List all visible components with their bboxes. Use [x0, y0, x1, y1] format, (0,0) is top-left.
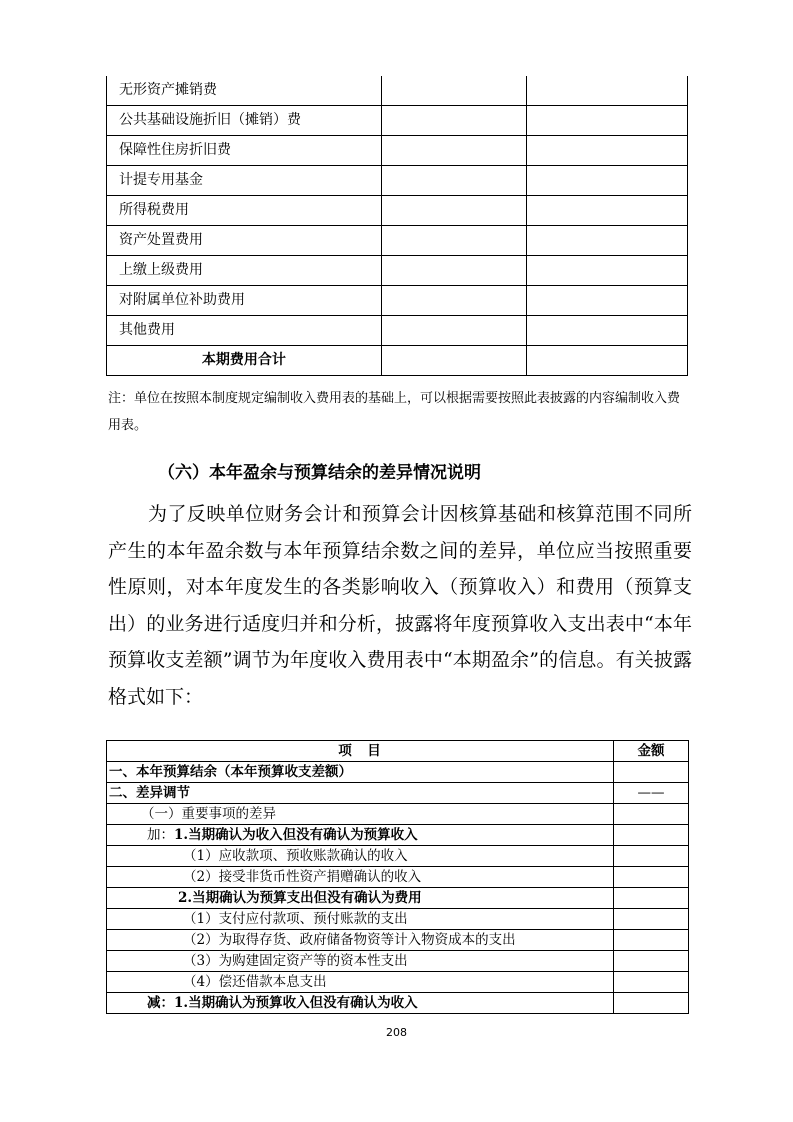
table-note: 注：单位在按照本制度规定编制收入费用表的基础上，可以根据需要按照此表披露的内容编制收入费用表。 [108, 391, 681, 433]
table-row [107, 196, 688, 226]
column-header-amount: 金额 [614, 741, 689, 762]
amount-cell [614, 909, 689, 930]
prior-period-cell [526, 346, 687, 376]
table-header-row [107, 741, 689, 762]
page-number: 208 [386, 1026, 407, 1039]
total-label: 本期费用合计 [107, 346, 382, 376]
reconciliation-table [106, 740, 689, 1014]
expense-item-label: 对附属单位补助费用 [107, 286, 382, 316]
amount-cell [614, 972, 689, 993]
amount-cell [614, 762, 689, 783]
row-prefix: 减： [147, 995, 174, 1011]
row-label [107, 993, 614, 1014]
table-row [107, 316, 688, 346]
table-row [107, 804, 689, 825]
table-row [107, 909, 689, 930]
amount-cell [614, 888, 689, 909]
amount-cell [614, 846, 689, 867]
row-label: （2）为取得存货、政府储备物资等计入物资成本的支出 [107, 930, 614, 951]
total-row [107, 346, 688, 376]
current-period-cell [381, 226, 526, 256]
prior-period-cell [526, 286, 687, 316]
prior-period-cell [526, 106, 687, 136]
prior-period-cell [526, 256, 687, 286]
amount-cell [614, 993, 689, 1014]
row-text: 1.当期确认为预算收入但没有确认为收入 [174, 995, 418, 1011]
table-row [107, 993, 689, 1014]
prior-period-cell [526, 196, 687, 226]
current-period-cell [381, 256, 526, 286]
expense-item-label: 保障性住房折旧费 [107, 136, 382, 166]
prior-period-cell [526, 166, 687, 196]
table-row [107, 762, 689, 783]
prior-period-cell [526, 76, 687, 106]
amount-cell [614, 951, 689, 972]
amount-cell [614, 825, 689, 846]
expense-item-label: 无形资产摊销费 [107, 76, 382, 106]
table-row [107, 286, 688, 316]
row-label: 一、本年预算结余（本年预算收支差额） [107, 762, 614, 783]
row-label: （4）偿还借款本息支出 [107, 972, 614, 993]
row-label: （1）支付应付款项、预付账款的支出 [107, 909, 614, 930]
expense-item-label: 上缴上级费用 [107, 256, 382, 286]
row-label [107, 825, 614, 846]
table-row [107, 106, 688, 136]
current-period-cell [381, 346, 526, 376]
amount-cell [614, 867, 689, 888]
amount-cell [614, 804, 689, 825]
table-row [107, 846, 689, 867]
table-row [107, 930, 689, 951]
row-label: （2）接受非货币性资产捐赠确认的收入 [107, 867, 614, 888]
column-header-item: 项 目 [107, 741, 614, 762]
body-paragraph: 为了反映单位财务会计和预算会计因核算基础和核算范围不同所产生的本年盈余数与本年预算结余数之间的差异，单位应当按照重要性原则，对本年度发生的各类影响收入（预算收入）和费用（预算支出）的业务进行适度归并和分析，披露将年度预算收入支出表中“本年预算收支差额”调节为年度收入费用表中“本期盈余”的信息。有关披露格式如下： [108, 503, 692, 708]
current-period-cell [381, 136, 526, 166]
table-row [107, 972, 689, 993]
table-row [107, 226, 688, 256]
row-label: （一）重要事项的差异 [107, 804, 614, 825]
amount-cell: —— [614, 783, 689, 804]
row-prefix: 加： [147, 827, 174, 843]
expense-item-label: 公共基础设施折旧（摊销）费 [107, 106, 382, 136]
expense-item-label: 其他费用 [107, 316, 382, 346]
row-label: （1）应收款项、预收账款确认的收入 [107, 846, 614, 867]
expense-item-label: 资产处置费用 [107, 226, 382, 256]
current-period-cell [381, 196, 526, 226]
amount-cell [614, 930, 689, 951]
expense-item-label: 计提专用基金 [107, 166, 382, 196]
table-row [107, 256, 688, 286]
current-period-cell [381, 316, 526, 346]
table-row [107, 783, 689, 804]
row-label: （3）为购建固定资产等的资本性支出 [107, 951, 614, 972]
prior-period-cell [526, 226, 687, 256]
prior-period-cell [526, 136, 687, 166]
row-label: 二、差异调节 [107, 783, 614, 804]
table-row [107, 867, 689, 888]
table-row [107, 951, 689, 972]
expense-table [106, 76, 688, 376]
expense-item-label: 所得税费用 [107, 196, 382, 226]
table-row [107, 825, 689, 846]
current-period-cell [381, 286, 526, 316]
section-heading: （六）本年盈余与预算结余的差异情况说明 [158, 463, 481, 483]
current-period-cell [381, 76, 526, 106]
prior-period-cell [526, 316, 687, 346]
row-label: 2.当期确认为预算支出但没有确认为费用 [107, 888, 614, 909]
table-row [107, 166, 688, 196]
current-period-cell [381, 166, 526, 196]
row-text: 1.当期确认为收入但没有确认为预算收入 [174, 827, 418, 843]
table-row [107, 76, 688, 106]
current-period-cell [381, 106, 526, 136]
table-row [107, 888, 689, 909]
table-row [107, 136, 688, 166]
